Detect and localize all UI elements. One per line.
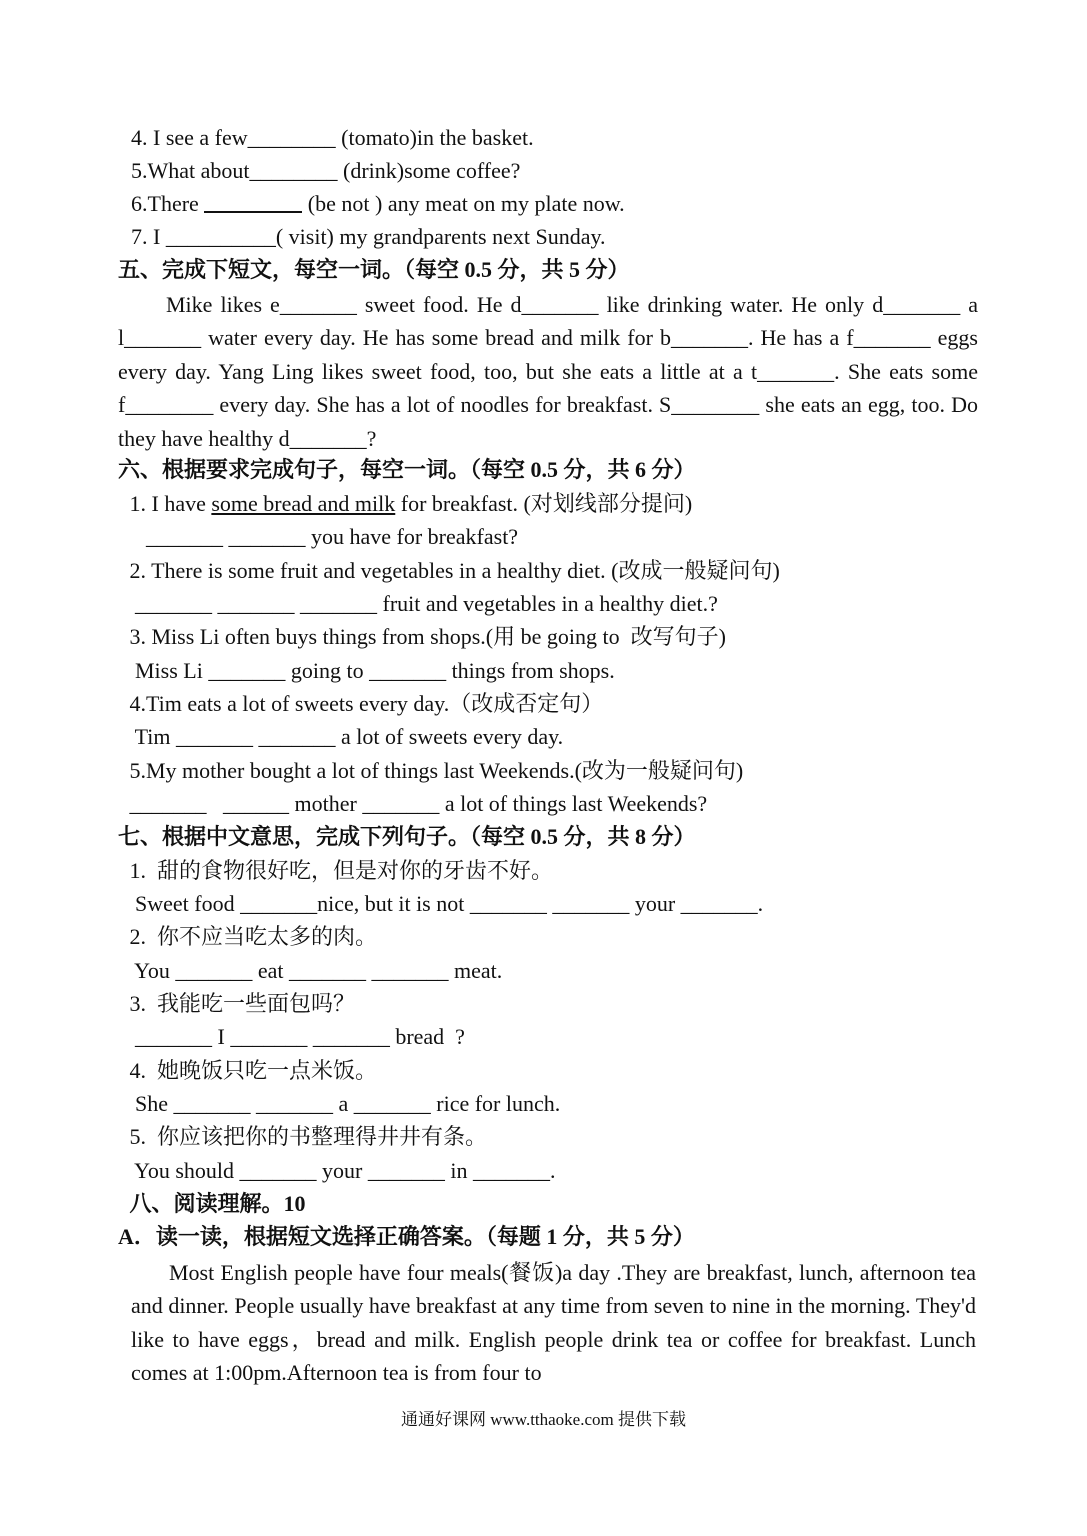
question-4-6-prefix: 6.There <box>131 191 205 216</box>
answer-7-5: You should _______ your _______ in _______. <box>124 1158 556 1183</box>
answer-6-2: _______ _______ _______ fruit and vegetables in a healthy diet.? <box>124 591 718 616</box>
question-6-1 <box>124 489 692 519</box>
question-6-3: 3. Miss Li often buys things from shops.(用 be going to 改写句子) <box>124 624 726 649</box>
question-6-4: 4.Tim eats a lot of sweets every day.（改成否定句） <box>124 691 604 716</box>
reading-passage <box>131 1256 976 1390</box>
answer-6-5: _______ ______ mother _______ a lot of things last Weekends? <box>124 791 708 816</box>
question-7-1: 1. 甜的食物很好吃，但是对你的牙齿不好。 <box>124 858 554 883</box>
question-4-4: 4. I see a few________ (tomato)in the basket. <box>131 125 534 150</box>
answer-7-3: _______ I _______ _______ bread ? <box>124 1024 465 1049</box>
question-7-4: 4. 她晚饭只吃一点米饭。 <box>124 1058 378 1083</box>
question-7-3: 3. 我能吃一些面包吗？ <box>124 991 356 1016</box>
question-4-7: 7. I __________( visit) my grandparents next Sunday. <box>131 224 606 249</box>
underlined-phrase: some bread and milk <box>211 491 396 516</box>
question-7-2: 2. 你不应当吃太多的肉。 <box>124 924 378 949</box>
question-6-1-text-a: 1. I have <box>124 491 212 516</box>
question-4-6-suffix: (be not ) any meat on my plate now. <box>302 191 625 216</box>
question-4-6 <box>131 189 625 219</box>
section-5-heading: 五、完成下短文，每空一词。（每空 0.5 分，共 5 分） <box>118 257 630 282</box>
answer-7-2: You _______ eat _______ _______ meat. <box>124 958 503 983</box>
question-6-5: 5.My mother bought a lot of things last Weekends.(改为一般疑问句) <box>124 758 744 783</box>
question-6-1-text-b: for breakfast. (对划线部分提问) <box>395 491 693 516</box>
question-6-2: 2. There is some fruit and vegetables in a healthy diet. (改成一般疑问句) <box>124 558 780 583</box>
answer-6-3: Miss Li _______ going to _______ things from shops. <box>124 658 615 683</box>
question-7-5: 5. 你应该把你的书整理得井井有条。 <box>124 1124 488 1149</box>
answer-6-4: Tim _______ _______ a lot of sweets every day. <box>124 724 564 749</box>
section-7-heading: 七、根据中文意思，完成下列句子。（每空 0.5 分，共 8 分） <box>118 824 696 849</box>
section-5-text: Mike likes e_______ sweet food. He d_______ like drinking water. He only d_______ a l_______ water every day. He has some bread and milk for b_______. He has a f_______ eggs every day. Yang Ling likes sweet food, too, but she eats a little at a t_______. She eats some f________ every day. She has a lot of noodles for breakfast. S________ she eats an egg, too. Do they have healthy d_______? <box>118 292 978 451</box>
answer-6-1: _______ _______ you have for breakfast? <box>124 524 519 549</box>
section-8-subheading: A．读一读，根据短文选择正确答案。（每题 1 分，共 5 分） <box>118 1224 695 1249</box>
page-footer: 通通好课网 www.tthaoke.com 提供下载 <box>400 1410 687 1429</box>
question-4-5: 5.What about________ (drink)some coffee? <box>131 158 521 183</box>
section-6-heading: 六、根据要求完成句子，每空一词。（每空 0.5 分，共 6 分） <box>118 457 696 482</box>
section-5-paragraph <box>118 288 978 455</box>
section-8-heading: 八、阅读理解。10 <box>124 1191 306 1216</box>
answer-blank <box>204 191 302 213</box>
reading-passage-text: Most English people have four meals(餐饭)a day .They are breakfast, lunch, afternoon tea and dinner. People usually have breakfast at any time from seven to nine in the morning. They'd like to have eggs，bread and milk. English people drink tea or coffee for breakfast. Lunch comes at 1:00pm.Afternoon tea is from four to <box>131 1260 976 1386</box>
answer-7-4: She _______ _______ a _______ rice for lunch. <box>124 1091 561 1116</box>
answer-7-1: Sweet food _______nice, but it is not _______ _______ your _______. <box>124 891 764 916</box>
